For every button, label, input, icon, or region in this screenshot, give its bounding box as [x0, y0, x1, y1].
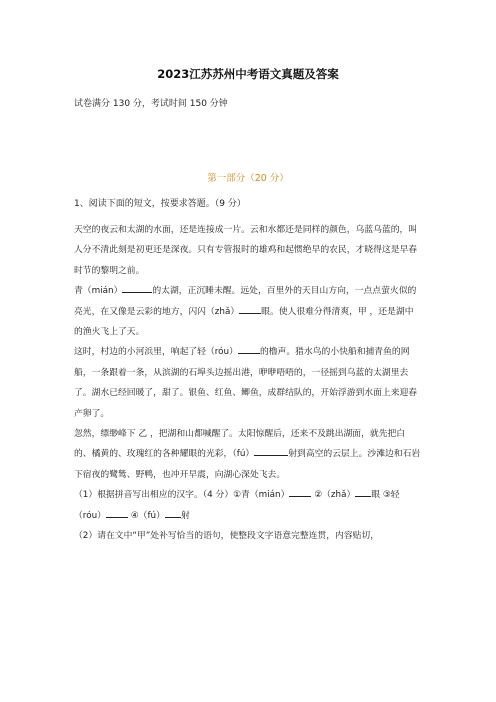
answer-blank-4: [165, 507, 181, 518]
document-title: 2023江苏苏州中考语文真题及答案: [157, 67, 339, 81]
sub-question-1-part-e: 射: [180, 510, 190, 521]
blank-fu: [254, 445, 288, 456]
exam-info: 试卷满分 130 分，考试时间 150 分钟: [74, 99, 228, 109]
sub-question-1-part-b: ②（zhǎ）: [314, 490, 356, 501]
paragraph-3-part-a: 这时，村边的小河浜里，响起了轻（róu）: [74, 347, 238, 358]
paragraph-2: [74, 281, 422, 342]
sub-question-2: （2）请在文中“甲”处补写恰当的语句，使整段文字语意完整连贯，内容贴切，: [74, 531, 380, 542]
blank-mian: [122, 282, 152, 293]
paragraph-3: [74, 342, 422, 424]
paragraph-3-part-b: 的橹声。猎水鸟的小快船和捕青鱼的网船，一条跟着一条，从滨湖的石埠头边摇出港，咿咿唔唔的，一径摇到乌蓝的太湖里去了。湖水已经回暖了，甜了。银鱼、红鱼、鲫鱼，成群结队的，开始浮游到水面上来迎春产卵了。: [74, 347, 418, 419]
paragraph-2-part-b: 的太湖，正沉睡未醒。远处，百里外的天目山方向，一点点萤火似的亮光，在又像是云彩的地方，闪闪（zhǎ）: [74, 286, 417, 317]
paragraph-4-part-b: 射到高空的云层上。沙滩边和石岩下宿夜的鹭鸶、野鸭，也冲开早震，向湖心深处飞去。: [74, 449, 421, 480]
paragraph-4: [74, 424, 422, 485]
sub-question-1-part-a: （1）根据拼音写出相应的汉字。（4 分）①青（mián）: [74, 490, 290, 501]
answer-blank-1: [289, 486, 311, 497]
blank-rou: [238, 343, 260, 354]
paragraph-4-part-a: 忽然，缥缈峰下 乙 ，把湖和山都喊醒了。太阳惊醒后，还来不及跳出湖面，就先把白的、橘黄的、玫瑰红的各种耀眼的光彩，（fú）: [74, 429, 406, 460]
blank-zha: [239, 303, 261, 314]
sub-question-1-part-d: ④（fú）: [130, 510, 165, 521]
section-heading: 第一部分（20 分）: [207, 173, 289, 184]
sub-question-1: [74, 485, 422, 526]
paragraph-2-part-a: 青（mián）: [74, 286, 123, 297]
passage: [74, 220, 422, 547]
answer-blank-3: [106, 507, 128, 518]
paragraph-2-part-c: 眼。使人很难分得清爽，甲 ，还是湖中的渔火飞上了天。: [74, 306, 414, 338]
sub-question-1-part-c: 眼 ③轻（róu）: [74, 490, 400, 521]
question-1-heading: 1、阅读下面的短文，按要求答题。（9 分）: [74, 199, 246, 209]
paragraph-1: 天空的夜云和太湖的水面，还是连接成一片。云和水都还是同样的颜色，乌蓝乌蓝的，叫人分不清此刻是初更还是深夜。只有专管报时的雄鸡和起惯绝早的农民，才晓得这是早春时节的黎明之前。: [74, 225, 418, 276]
answer-blank-2: [355, 486, 371, 497]
